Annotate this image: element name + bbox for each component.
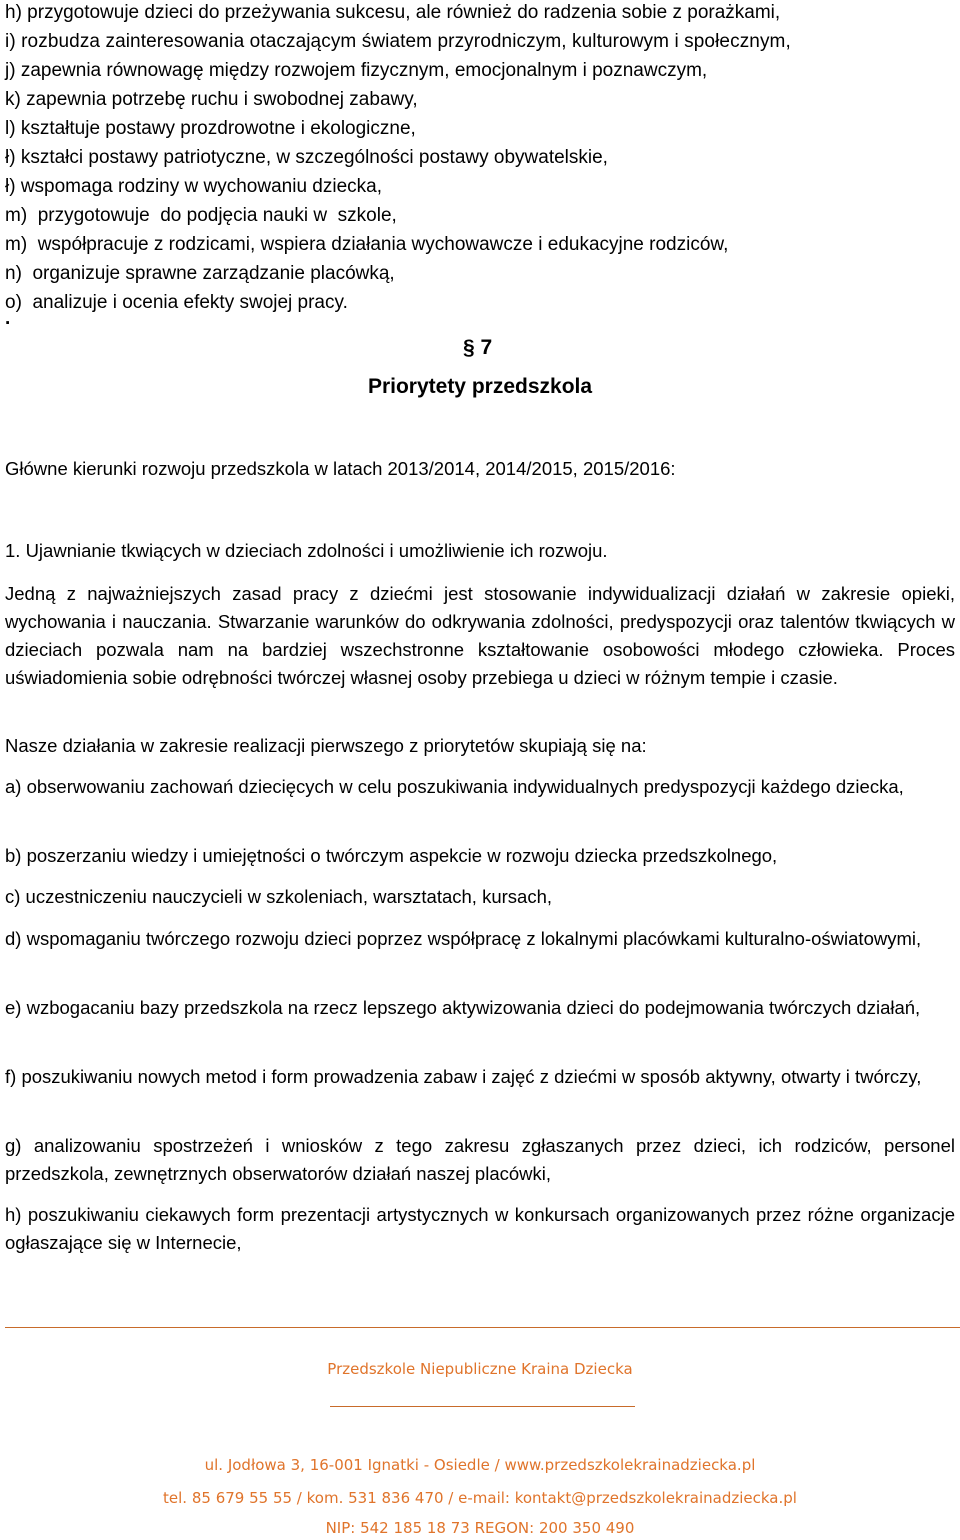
action-item: d) wspomaganiu twórczego rozwoju dzieci poprzez współpracę z lokalnymi placówkami kulturalno-oświatowymi, [5, 928, 922, 949]
section-title: Priorytety przedszkola [367, 375, 593, 398]
stray-dot: . [5, 308, 11, 329]
list-item: h) przygotowuje dzieci do przeżywania sukcesu, ale również do radzenia sobie z porażkami, [5, 2, 781, 23]
list-item: o) analizuje i ocenia efekty swojej pracy. [5, 292, 348, 313]
action-item: f) poszukiwaniu nowych metod i form prowadzenia zabaw i zajęć z dziećmi w sposób aktywny, otwarty i twórczy, [5, 1066, 922, 1087]
list-item: k) zapewnia potrzebę ruchu i swobodnej zabawy, [5, 89, 418, 110]
footer-divider [5, 1327, 960, 1328]
footer-underline [330, 1406, 635, 1407]
footer-ids: NIP: 542 185 18 73 REGON: 200 350 490 [325, 1519, 635, 1537]
section-number: § 7 [463, 336, 493, 359]
tasks-list [5, 0, 955, 317]
action-item: h) poszukiwaniu ciekawych form prezentacji artystycznych w konkursach organizowanych przez różne organizacje ogłaszające się w Internecie, [5, 1204, 955, 1253]
intro-text: Główne kierunki rozwoju przedszkola w latach 2013/2014, 2014/2015, 2015/2016: [5, 458, 676, 479]
list-item: ł) wspomaga rodziny w wychowaniu dziecka, [5, 176, 382, 197]
action-item: e) wzbogacaniu bazy przedszkola na rzecz lepszego aktywizowania dzieci do podejmowania twórczych działań, [5, 997, 921, 1018]
list-item: i) rozbudza zainteresowania otaczającym światem przyrodniczym, kulturowym i społecznym, [5, 31, 791, 52]
action-item: g) analizowaniu spostrzeżeń i wniosków z tego zakresu zgłaszanych przez dzieci, ich rodziców, personel przedszkola, zewnętrznych obserwatorów działań naszej placówki, [5, 1135, 955, 1184]
list-item: n) organizuje sprawne zarządzanie placówką, [5, 263, 395, 284]
list-item: m) współpracuje z rodzicami, wspiera działania wychowawcze i edukacyjne rodziców, [5, 234, 729, 255]
action-item: c) uczestniczeniu nauczycieli w szkoleniach, warsztatach, kursach, [5, 886, 553, 907]
list-item: ł) kształci postawy patriotyczne, w szczególności postawy obywatelskie, [5, 147, 608, 168]
list-item: l) kształtuje postawy prozdrowotne i ekologiczne, [5, 118, 416, 139]
paragraph: Jedną z najważniejszych zasad pracy z dziećmi jest stosowanie indywidualizacji działań w zakresie opieki, wychowania i nauczania. Stwarzanie warunków do odkrywania zdolności, predyspozycji oraz talentów tkwiących w dzieciach pozwala nam na bardziej wszechstronne kształtowanie osobowości młodego człowieka. Proces uświadomienia sobie odrębności twórczej własnej osoby przebiega u dzieci w różnym tempie i czasie. [5, 583, 955, 688]
priority-heading: 1. Ujawnianie tkwiących w dzieciach zdolności i umożliwienie ich rozwoju. [5, 540, 608, 561]
footer-address: ul. Jodłowa 3, 16-001 Ignatki - Osiedle / www.przedszkolekrainadziecka.pl [204, 1456, 756, 1474]
action-item: a) obserwowaniu zachowań dziecięcych w celu poszukiwania indywidualnych predyspozycji każdego dziecka, [5, 776, 904, 797]
footer-contact: tel. 85 679 55 55 / kom. 531 836 470 / e-mail: kontakt@przedszkolekrainadziecka.pl [163, 1489, 797, 1507]
footer-institution-name: Przedszkole Niepubliczne Kraina Dziecka [327, 1360, 633, 1378]
list-item: m) przygotowuje do podjęcia nauki w szkole, [5, 205, 397, 226]
paragraph: Nasze działania w zakresie realizacji pierwszego z priorytetów skupiają się na: [5, 735, 647, 756]
action-item: b) poszerzaniu wiedzy i umiejętności o twórczym aspekcie w rozwoju dziecka przedszkolnego, [5, 845, 778, 866]
list-item: j) zapewnia równowagę między rozwojem fizycznym, emocjonalnym i poznawczym, [5, 60, 708, 81]
